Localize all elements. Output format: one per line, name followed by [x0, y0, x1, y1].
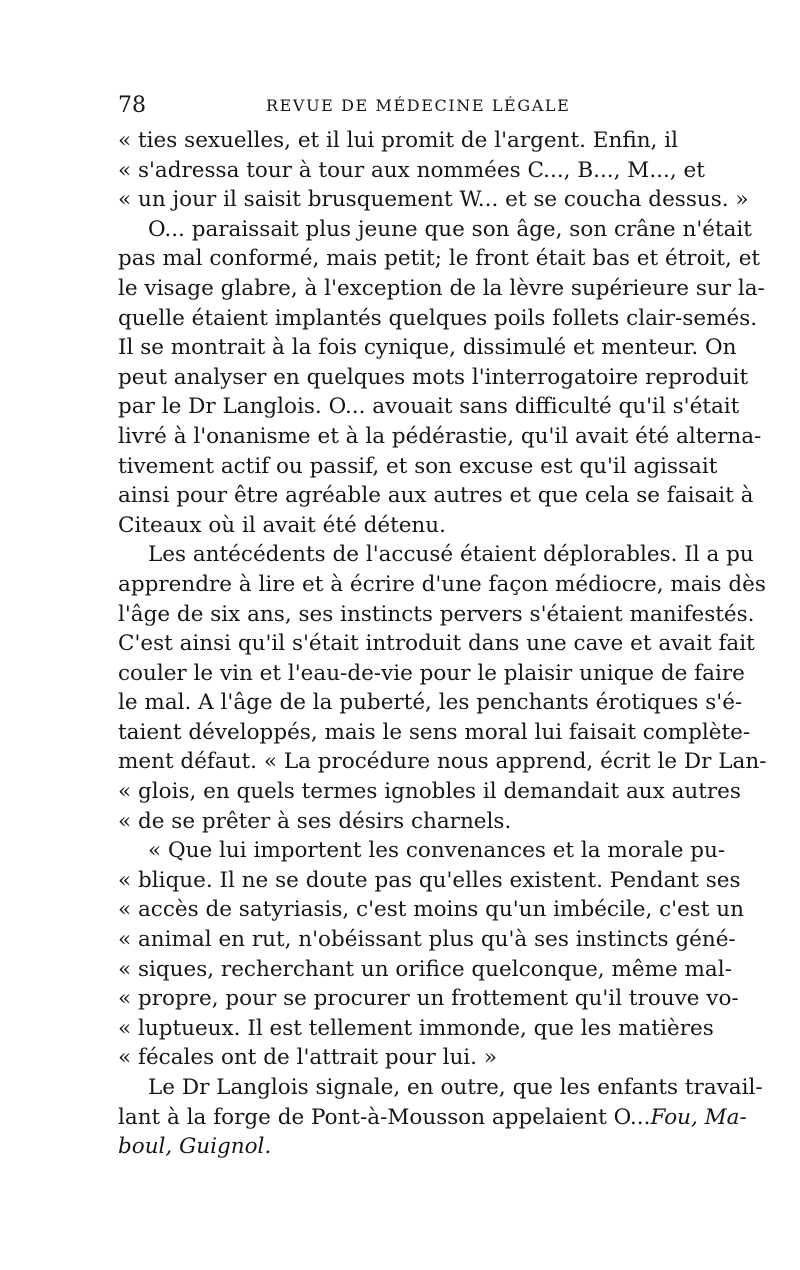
italic-nicknames: boul, Guignol.	[118, 1134, 272, 1160]
text-line	[118, 363, 749, 393]
text-line-content: couler le vin et l'eau-de-vie pour le plaisir unique de faire	[118, 660, 745, 686]
text-line-content: pas mal conformé, mais petit; le front était bas et étroit, et	[118, 246, 761, 272]
text-line-content: « de se prêter à ses désirs charnels.	[118, 808, 512, 834]
text-line-content: Citeaux où il avait été détenu.	[118, 512, 446, 538]
text-line-content: Le Dr Langlois signale, en outre, que les enfants travail-	[148, 1075, 763, 1100]
text-line-content: « blique. Il ne se doute pas qu'elles existent. Pendant ses	[118, 867, 741, 893]
text-line-content: C'est ainsi qu'il s'était introduit dans une cave et avait fait	[118, 631, 755, 657]
text-line	[118, 570, 766, 600]
text-line-content: le visage glabre, à l'exception de la lèvre supérieure sur la-	[118, 275, 765, 301]
text-line-content: l'âge de six ans, ses instincts pervers s'étaient manifestés.	[118, 601, 755, 627]
text-line-content: le mal. A l'âge de la puberté, les penchants érotiques s'é-	[118, 690, 743, 716]
text-line-content: « ties sexuelles, et il lui promit de l'argent. Enfin, il	[118, 128, 678, 153]
text-line	[118, 629, 755, 659]
text-line-content: ment défaut. « La procédure nous apprend, écrit le Dr Lan-	[118, 749, 767, 775]
text-line-content: « glois, en quels termes ignobles il demandait aux autres	[118, 779, 741, 805]
text-line	[118, 866, 741, 896]
text-line	[118, 659, 745, 689]
text-line	[118, 1073, 763, 1103]
page-header	[118, 93, 678, 121]
text-line	[118, 511, 678, 541]
text-line-content: livré à l'onanisme et à la pédérastie, qu'il avait été alterna-	[118, 423, 762, 449]
running-title: REVUE DE MÉDECINE LÉGALE	[266, 96, 571, 115]
text-line-content: Il se montrait à la fois cynique, dissimulé et menteur. On	[118, 335, 737, 361]
text-line-content: O... paraissait plus jeune que son âge, son crâne n'était	[148, 216, 752, 242]
text-line	[118, 333, 737, 363]
body-text	[118, 126, 767, 1162]
text-line-content: « accès de satyriasis, c'est moins qu'un imbécile, c'est un	[118, 897, 744, 923]
text-line-content: par le Dr Langlois. O... avouait sans difficulté qu'il s'était	[118, 394, 740, 420]
text-line	[118, 925, 736, 955]
text-line-content: « luptueux. Il est tellement immonde, que les matières	[118, 1015, 714, 1041]
text-line	[118, 452, 718, 482]
text-line	[118, 747, 767, 777]
text-line-content: taient développés, mais le sens moral lui faisait complète-	[118, 719, 751, 745]
text-line-content: « animal en rut, n'obéissant plus qu'à ses instincts géné-	[118, 927, 736, 953]
text-line	[118, 244, 761, 274]
page-number: 78	[118, 93, 146, 118]
text-line	[118, 895, 744, 925]
text-line-content: « siques, recherchant un orifice quelconque, même mal-	[118, 956, 732, 982]
text-line	[118, 984, 739, 1014]
text-line	[118, 807, 678, 837]
text-line	[118, 1103, 747, 1133]
text-line	[118, 540, 754, 570]
text-line	[118, 215, 752, 245]
text-line-content: ainsi pour être agréable aux autres et que cela se faisait à	[118, 483, 754, 509]
text-line-content: peut analyser en quelques mots l'interrogatoire reproduit	[118, 364, 749, 390]
text-line	[118, 1043, 678, 1073]
text-line	[118, 422, 762, 452]
text-line	[118, 481, 754, 511]
text-line-content: « un jour il saisit brusquement W... et se coucha dessus. »	[118, 187, 749, 213]
text-line-content: apprendre à lire et à écrire d'une façon médiocre, mais dès	[118, 571, 766, 597]
text-line	[118, 836, 726, 866]
text-line	[118, 274, 765, 304]
text-line	[118, 777, 741, 807]
text-line-content: Les antécédents de l'accusé étaient déplorables. Il a pu	[148, 542, 754, 568]
text-line-content: « Que lui importent les convenances et la morale pu-	[148, 838, 726, 864]
text-line-content: lant à la forge de Pont-à-Mousson appelaient O...	[118, 1104, 651, 1130]
italic-nicknames: Fou, Ma-	[650, 1104, 747, 1130]
text-line	[118, 688, 743, 718]
text-line	[118, 156, 705, 186]
text-line	[118, 955, 732, 985]
text-line-content: « fécales ont de l'attrait pour lui. »	[118, 1045, 498, 1071]
text-line	[118, 126, 678, 156]
text-line	[118, 1132, 678, 1162]
text-line	[118, 185, 749, 215]
text-line	[118, 392, 740, 422]
text-line	[118, 1014, 714, 1044]
text-line-content: quelle étaient implantés quelques poils follets clair-semés.	[118, 305, 758, 331]
text-line-content: « s'adressa tour à tour aux nommées C..., B..., M..., et	[118, 157, 705, 183]
text-line	[118, 718, 751, 748]
text-line	[118, 600, 755, 630]
text-line-content: tivement actif ou passif, et son excuse est qu'il agissait	[118, 453, 718, 479]
text-line-content: « propre, pour se procurer un frottement qu'il trouve vo-	[118, 986, 739, 1012]
text-line	[118, 304, 758, 334]
